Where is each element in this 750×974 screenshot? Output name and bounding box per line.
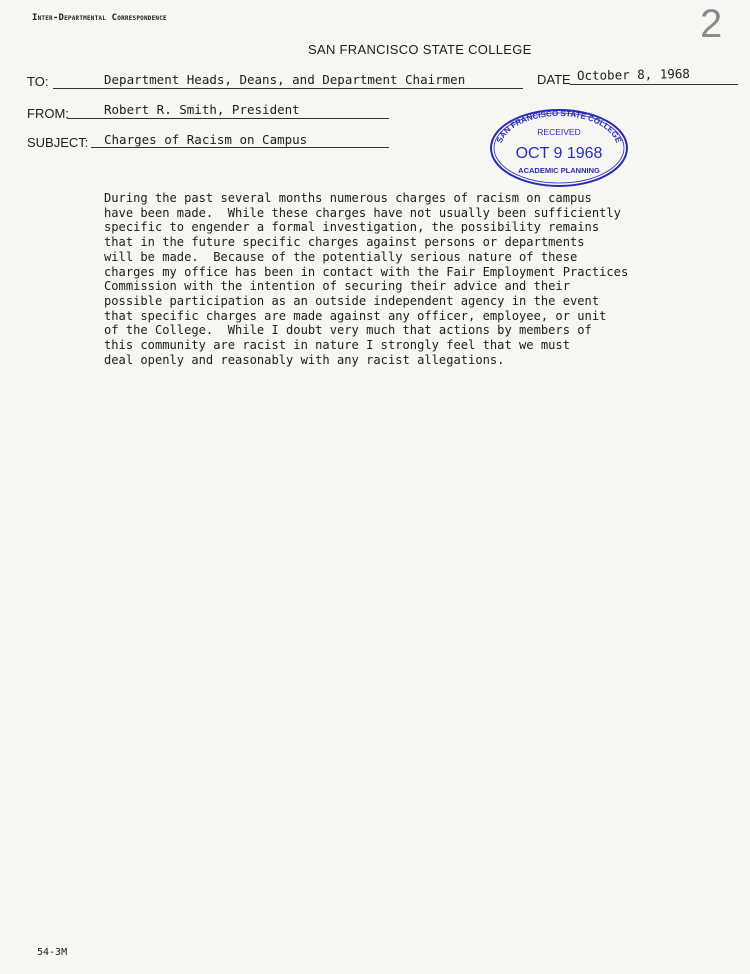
stamp-arc-text: SAN FRANCISCO STATE COLLEGE — [494, 108, 624, 145]
subject-underline — [91, 147, 389, 148]
correspondence-type-label: Inter-Departmental Correspondence — [32, 13, 167, 23]
body-line: possible participation as an outside independent agency in the event — [104, 293, 600, 308]
received-stamp — [489, 108, 629, 188]
body-line: that specific charges are made against any officer, employee, or unit — [104, 308, 607, 323]
body-line: Commission with the intention of securing their advice and their — [104, 279, 570, 294]
body-line: specific to engender a formal investigation, the possibility remains — [104, 220, 600, 235]
from-underline — [67, 118, 389, 119]
memo-body — [104, 191, 644, 367]
body-line: deal openly and reasonably with any racist allegations. — [104, 352, 505, 367]
to-value: Department Heads, Deans, and Department Chairmen — [104, 72, 466, 87]
date-value: October 8, 1968 — [576, 66, 691, 83]
body-line: have been made. While these charges have not usually been sufficiently — [104, 205, 621, 220]
body-line: that in the future specific charges against persons or departments — [104, 235, 585, 250]
from-value: Robert R. Smith, President — [104, 102, 300, 117]
body-line: During the past several months numerous charges of racism on campus — [104, 191, 592, 205]
subject-label: SUBJECT: — [27, 135, 89, 150]
subject-value: Charges of Racism on Campus — [104, 132, 308, 147]
body-line: will be made. Because of the potentially serious nature of these — [104, 249, 578, 264]
handwritten-page-number: 2 — [700, 2, 723, 46]
stamp-date: OCT 9 1968 — [515, 145, 603, 162]
date-label: DATE — [537, 72, 571, 87]
institution-title: SAN FRANCISCO STATE COLLEGE — [308, 42, 532, 57]
to-underline — [53, 88, 523, 89]
body-line: this community are racist in nature I strongly feel that we must — [104, 338, 570, 353]
date-underline — [570, 84, 738, 85]
from-label: FROM: — [27, 106, 69, 121]
stamp-status: RECEIVED — [537, 127, 581, 137]
stamp-department: ACADEMIC PLANNING — [518, 166, 600, 175]
form-number: 54-3M — [37, 947, 68, 958]
to-label: TO: — [27, 74, 49, 89]
body-line: charges my office has been in contact with the Fair Employment Practices — [104, 264, 629, 279]
body-line: of the College. While I doubt very much that actions by members of — [104, 323, 592, 338]
